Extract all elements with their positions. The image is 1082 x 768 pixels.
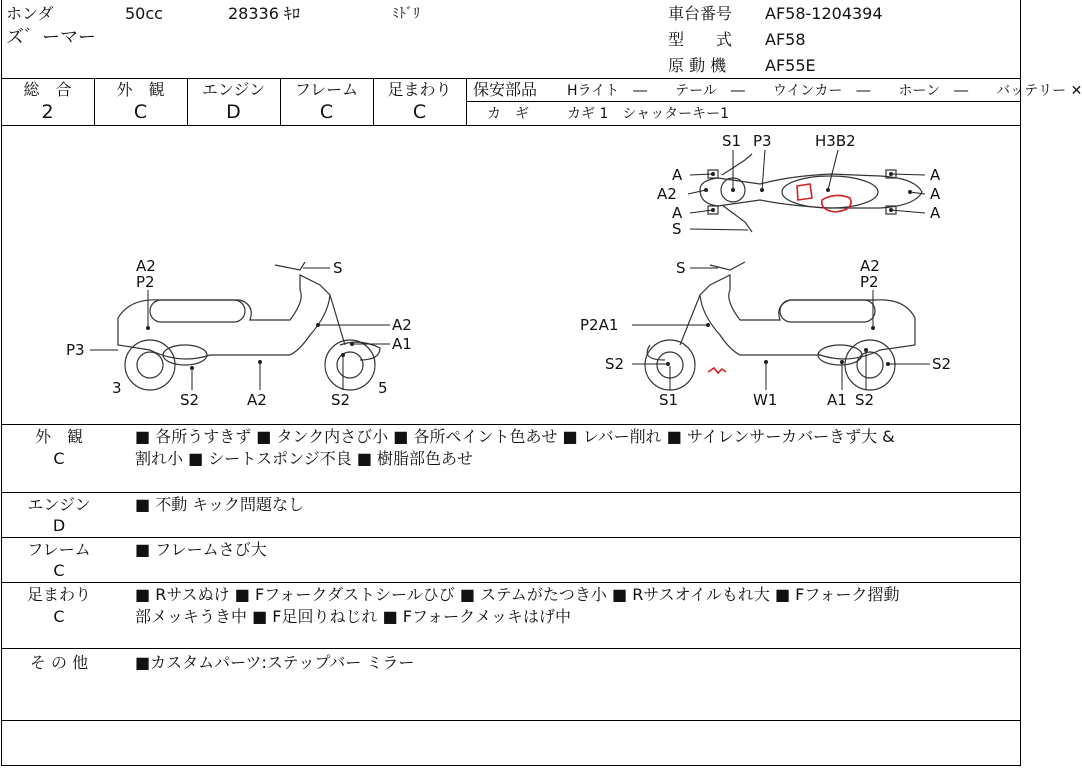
top-mark-p3: P3 [753, 132, 772, 150]
right-mark-s2-front: S2 [605, 355, 625, 373]
right-mark-a1: A1 [827, 391, 847, 409]
section-label-other: そ の 他 [29, 653, 89, 672]
type-label: 型 式 [668, 30, 733, 49]
divider [1, 648, 1021, 649]
left-mark-3: 3 [112, 379, 122, 397]
section-label-engine: エンジン [27, 495, 91, 514]
section-grade-exterior: C [53, 449, 65, 468]
section-text-frame-1: ■ フレームさび大 [135, 540, 267, 559]
section-text-exterior-1: ■ 各所うすきず ■ タンク内さび小 ■ 各所ペイント色あせ ■ レバー削れ ■ サイレンサーカバーきず大 & [135, 427, 895, 446]
model-name: ズ゛ーマー [6, 27, 96, 48]
safety-items: Hライト ― テール ― ウインカー ― ホーン ― バッテリー ✕ [567, 83, 1082, 99]
top-mark-a-rear-lower: A [930, 204, 941, 222]
right-mark-s1: S1 [659, 391, 679, 409]
right-mark-w1: W1 [753, 391, 778, 409]
color: ﾐﾄﾞﾘ [392, 6, 420, 22]
top-mark-s: S [672, 220, 682, 238]
chassis-label: 車台番号 [668, 4, 733, 23]
safety-label: 保安部品 [473, 80, 538, 99]
leader-lines [90, 150, 930, 390]
grade-value-exterior: C [133, 101, 148, 123]
right-mark-s: S [676, 259, 686, 277]
grade-label-exterior: 外 観 [116, 80, 165, 99]
grade-label-overall: 総 合 [23, 80, 72, 99]
section-text-exterior-2: 割れ小 ■ シートスポンジ不良 ■ 樹脂部色あせ [135, 449, 474, 468]
engine-label: 原 動 機 [668, 56, 727, 75]
maker: ホンダ [6, 4, 54, 23]
top-mark-a-front-upper: A [672, 166, 683, 184]
right-mark-p2: P2 [860, 273, 879, 291]
leader-dots [146, 172, 912, 370]
section-grade-frame: C [53, 561, 65, 580]
top-mark-a-front-lower: A [672, 204, 683, 222]
top-mark-a-rear-upper: A [930, 166, 941, 184]
left-mark-s2-rear: S2 [331, 391, 351, 409]
left-mark-a2-side: A2 [392, 316, 412, 334]
divider [1, 582, 1021, 583]
divider [1, 492, 1021, 493]
section-text-engine-1: ■ 不動 キック問題なし [135, 495, 304, 514]
right-mark-a2: A2 [860, 257, 880, 275]
section-label-frame: フレーム [27, 540, 91, 559]
top-mark-a-rear-mid: A [930, 185, 941, 203]
mileage: 28336 ｷﾛ [228, 4, 300, 23]
left-mark-a2-bottom: A2 [247, 391, 267, 409]
left-mark-p2: P2 [136, 273, 155, 291]
divider [466, 78, 467, 125]
grade-value-suspension: C [412, 101, 427, 123]
grade-value-overall: 2 [41, 101, 54, 123]
grade-value-frame: C [319, 101, 334, 123]
grade-label-frame: フレーム [294, 80, 359, 99]
section-grade-suspension: C [53, 607, 65, 626]
top-mark-s1: S1 [722, 132, 742, 150]
left-mark-p3: P3 [66, 341, 85, 359]
left-mark-s: S [333, 259, 343, 277]
type-value: AF58 [765, 30, 806, 49]
divider [1, 537, 1021, 538]
section-text-suspension-1: ■ Rサスぬけ ■ Fフォークダストシールひび ■ ステムがたつき小 ■ Rサスオイルもれ大 ■ Fフォーク摺動 [135, 585, 900, 604]
divider [1, 424, 1021, 425]
grade-label-suspension: 足まわり [387, 80, 452, 99]
grade-label-engine: エンジン [201, 80, 266, 99]
left-mark-s2-front: S2 [180, 391, 200, 409]
engine-value: AF55E [765, 56, 816, 75]
section-label-suspension: 足まわり [26, 585, 91, 604]
right-mark-p2a1: P2A1 [580, 316, 619, 334]
top-mark-h3b2: H3B2 [815, 132, 856, 150]
displacement: 50cc [125, 4, 163, 23]
top-mark-a2: A2 [657, 185, 677, 203]
key-value: カギ 1 シャッターキー1 [567, 106, 729, 122]
left-mark-a1: A1 [392, 335, 412, 353]
damage-diagram [0, 126, 1022, 424]
left-view-scooter [118, 262, 380, 390]
divider [467, 101, 1021, 102]
section-text-suspension-2: 部メッキうき中 ■ F足回りねじれ ■ Fフォークメッキはげ中 [135, 607, 572, 626]
section-text-other-1: ■カスタムパーツ:ステップバー ミラー [135, 653, 415, 672]
divider [1, 78, 1021, 79]
chassis-value: AF58-1204394 [765, 4, 883, 23]
section-grade-engine: D [52, 516, 66, 535]
grade-value-engine: D [226, 101, 241, 123]
left-mark-a2-top: A2 [136, 257, 156, 275]
divider [1, 720, 1021, 721]
section-label-exterior: 外 観 [34, 427, 83, 446]
left-mark-5: 5 [378, 379, 388, 397]
right-mark-s2-bottom: S2 [855, 391, 875, 409]
right-mark-s2-rear: S2 [932, 355, 952, 373]
key-label: カ ギ [487, 106, 529, 122]
